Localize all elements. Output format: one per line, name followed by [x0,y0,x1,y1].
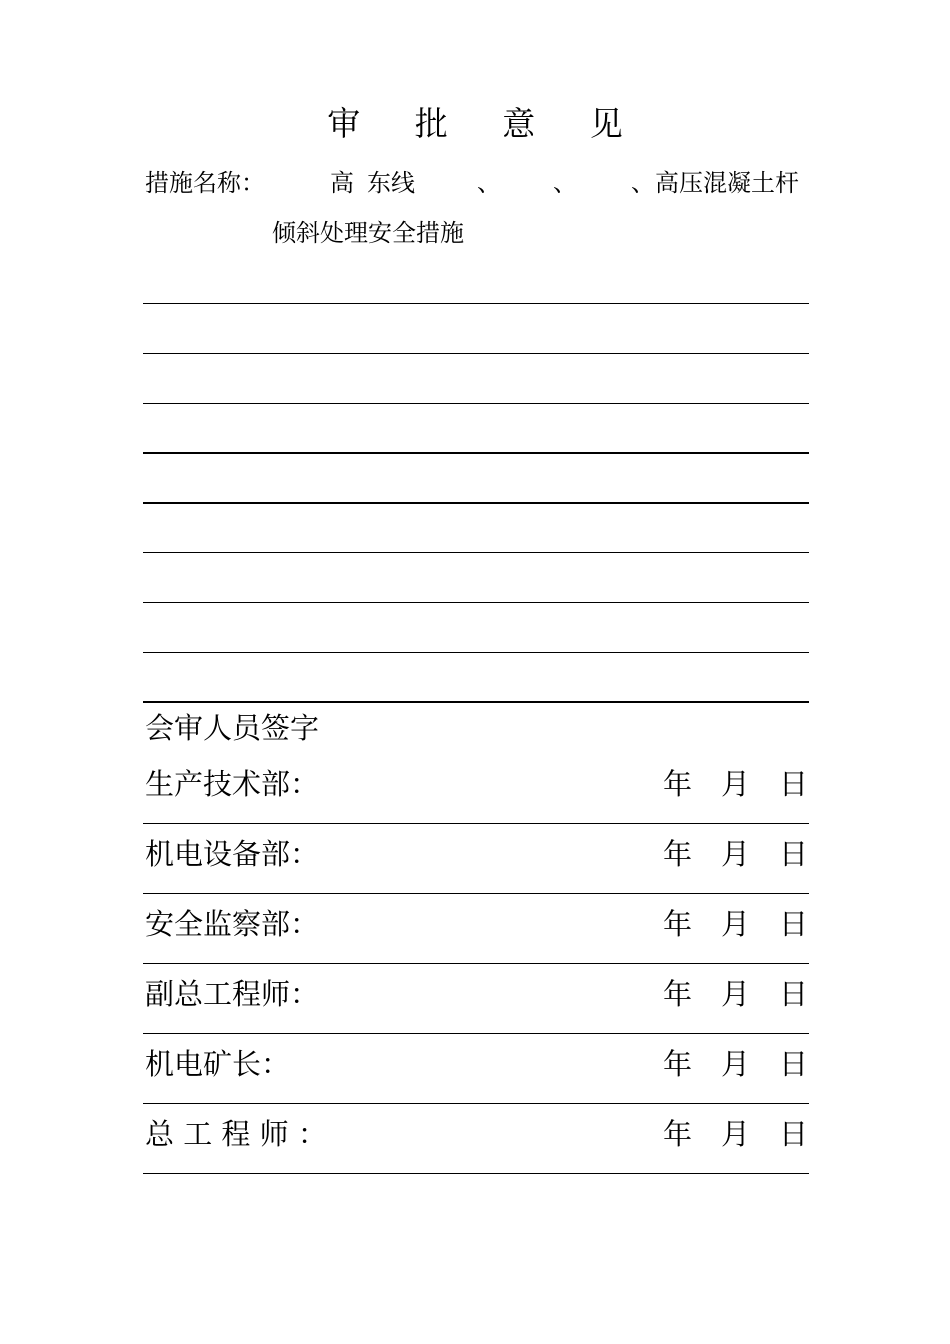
review-section-label: 会审人员签字 [145,711,320,745]
day-label: 日 [779,767,809,801]
signature-label: 机电矿长： [145,1047,291,1081]
page-title: 审 批 意 见 [327,104,645,143]
opinion-line [143,602,809,603]
opinion-line [143,652,809,653]
month-label: 月 [721,767,751,801]
opinion-line [143,353,809,354]
signature-label: 机电设备部： [145,837,320,871]
measure-name-sep1: 、 [477,169,501,197]
signature-row [143,1034,809,1104]
signature-label: 安全监察部： [145,907,320,941]
month-label: 月 [721,1117,751,1151]
opinion-line [143,403,809,404]
year-label: 年 [663,1117,693,1151]
measure-name-part3: 、高压混凝土杆 [631,169,799,197]
day-label: 日 [779,837,809,871]
signature-row [143,894,809,964]
day-label: 日 [779,907,809,941]
signature-label: 副总工程师： [145,977,320,1011]
signature-row [143,754,809,824]
year-label: 年 [663,977,693,1011]
year-label: 年 [663,837,693,871]
signature-row [143,824,809,894]
opinion-line [143,452,809,454]
measure-name-line2: 倾斜处理安全措施 [272,219,464,247]
month-label: 月 [721,977,751,1011]
signature-line [143,1173,809,1174]
day-label: 日 [779,977,809,1011]
signature-label: 总 工 程 师 ： [145,1117,327,1151]
opinion-line [143,552,809,553]
signature-label: 生产技术部： [145,767,320,801]
measure-name-part1: 高 [330,169,354,197]
month-label: 月 [721,1047,751,1081]
measure-name-row [145,166,810,200]
measure-name-sep2: 、 [553,169,577,197]
month-label: 月 [721,907,751,941]
opinion-line [143,502,809,504]
measure-name-part2: 东线 [367,169,415,197]
month-label: 月 [721,837,751,871]
year-label: 年 [663,907,693,941]
day-label: 日 [779,1047,809,1081]
opinion-line [143,701,809,703]
signature-row [143,964,809,1034]
opinion-line [143,303,809,304]
year-label: 年 [663,1047,693,1081]
year-label: 年 [663,767,693,801]
measure-name-label: 措施名称： [145,169,265,197]
signature-row [143,1104,809,1174]
day-label: 日 [779,1117,809,1151]
